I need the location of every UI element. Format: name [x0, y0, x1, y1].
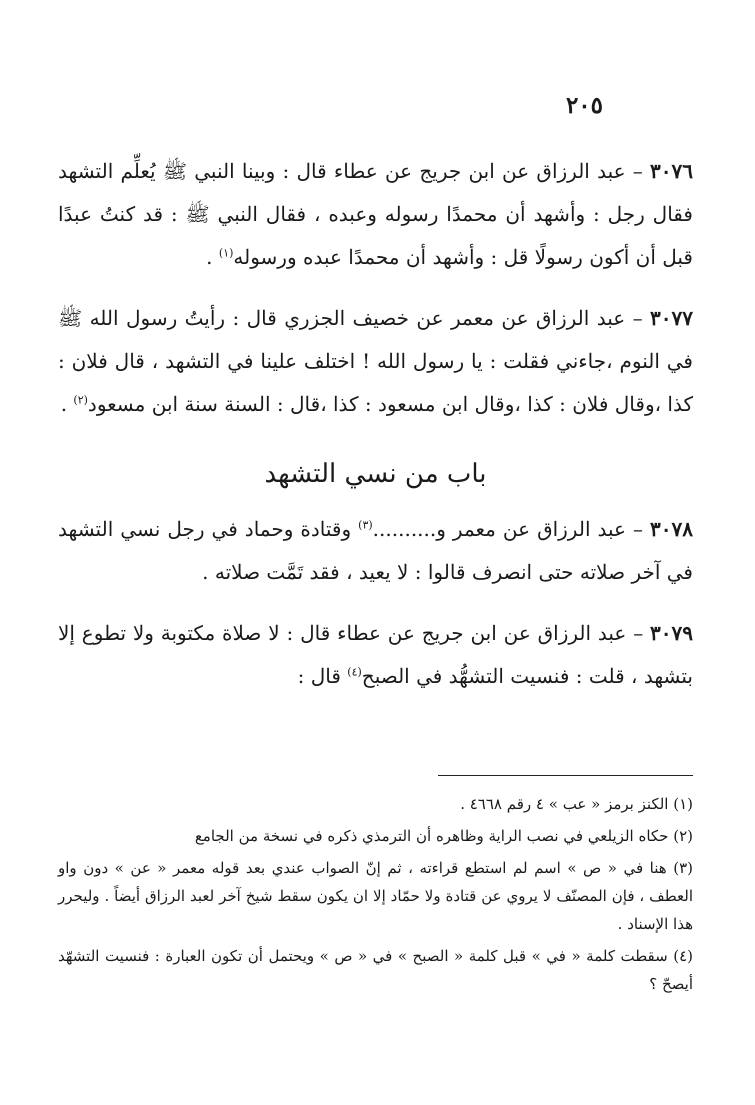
hadith-paragraph — [58, 297, 693, 426]
hadith-paragraph — [58, 508, 693, 594]
hadith-number: ٣٠٧٦ — [650, 159, 693, 183]
footnotes — [58, 790, 693, 1002]
hadith-number: ٣٠٧٨ — [650, 517, 693, 541]
footnote: (٣) هنا في « ص » اسم لم استطع قراءته ، ثم إنّ الصواب عندي بعد قوله معمر « عن » دون واو العطف ، فإن المصنّف لا يروي عن قتادة ولا حمّاد إلا ان يكون سقط شيخ آخر لعبد الرزاق أيضاً . وليحرر هذا الإسناد . — [58, 859, 693, 933]
footnote-ref: (٣) — [358, 518, 373, 532]
hadith-paragraph — [58, 150, 693, 279]
main-text — [58, 150, 693, 716]
hadith-number: ٣٠٧٧ — [650, 306, 693, 330]
footnote: (٢) حكاه الزيلعي في نصب الراية وظاهره أن الترمذي ذكره في نسخة من الجامع — [194, 827, 693, 845]
hadith-text-end: وقتادة وحماد في رجل نسي التشهد في آخر صلاته حتى انصرف قالوا : لا يعيد ، فقد تَمَّت صلاته . — [58, 517, 693, 584]
hadith-text-end: . — [60, 392, 74, 416]
hadith-number: ٣٠٧٩ — [650, 621, 693, 645]
page-number: ٢٠٥ — [565, 92, 603, 119]
hadith-text: – عبد الرزاق عن معمر عن خصيف الجزري قال : رأيتُ رسول الله ﷺ في النوم ،جاءني فقلت : يا رسول الله ! اختلف علينا في التشهد ، قال فلان : كذا ،وقال فلان : كذا ،وقال ابن مسعود : كذا ،قال : السنة سنة ابن مسعود — [58, 306, 693, 416]
footnote-divider — [438, 775, 693, 776]
footnote-ref: (١) — [218, 246, 234, 260]
footnote: (٤) سقطت كلمة « في » قبل كلمة « الصبح » في « ص » ويحتمل أن تكون العبارة : فنسيت التشهّد أيصحّ ؟ — [58, 947, 693, 993]
footnote: (١) الكنز برمز « عب » ٤ رقم ٤٦٦٨ . — [460, 795, 693, 813]
hadith-text: – عبد الرزاق عن ابن جريج عن عطاء قال : لا صلاة مكتوبة ولا تطوع إلا بتشهد ، قلت : فنسيت التشهُّد في الصبح — [58, 621, 693, 688]
hadith-text: – عبد الرزاق عن معمر و.......... — [372, 517, 651, 541]
hadith-paragraph — [58, 612, 693, 698]
footnote-ref: (٤) — [347, 665, 362, 679]
footnote-ref: (٢) — [73, 393, 88, 407]
chapter-heading: باب من نسي التشهد — [264, 459, 487, 489]
hadith-text-end: قال : — [297, 664, 348, 688]
hadith-text: – عبد الرزاق عن ابن جريج عن عطاء قال : وبينا النبي ﷺ يُعلِّم التشهد فقال رجل : وأشهد أن محمدًا رسوله وعبده ، فقال النبي ﷺ : قد كنتُ عبدًا قبل أن أكون رسولًا قل : وأشهد أن محمدًا عبده ورسوله — [58, 159, 693, 269]
hadith-text-end: . — [206, 245, 219, 269]
